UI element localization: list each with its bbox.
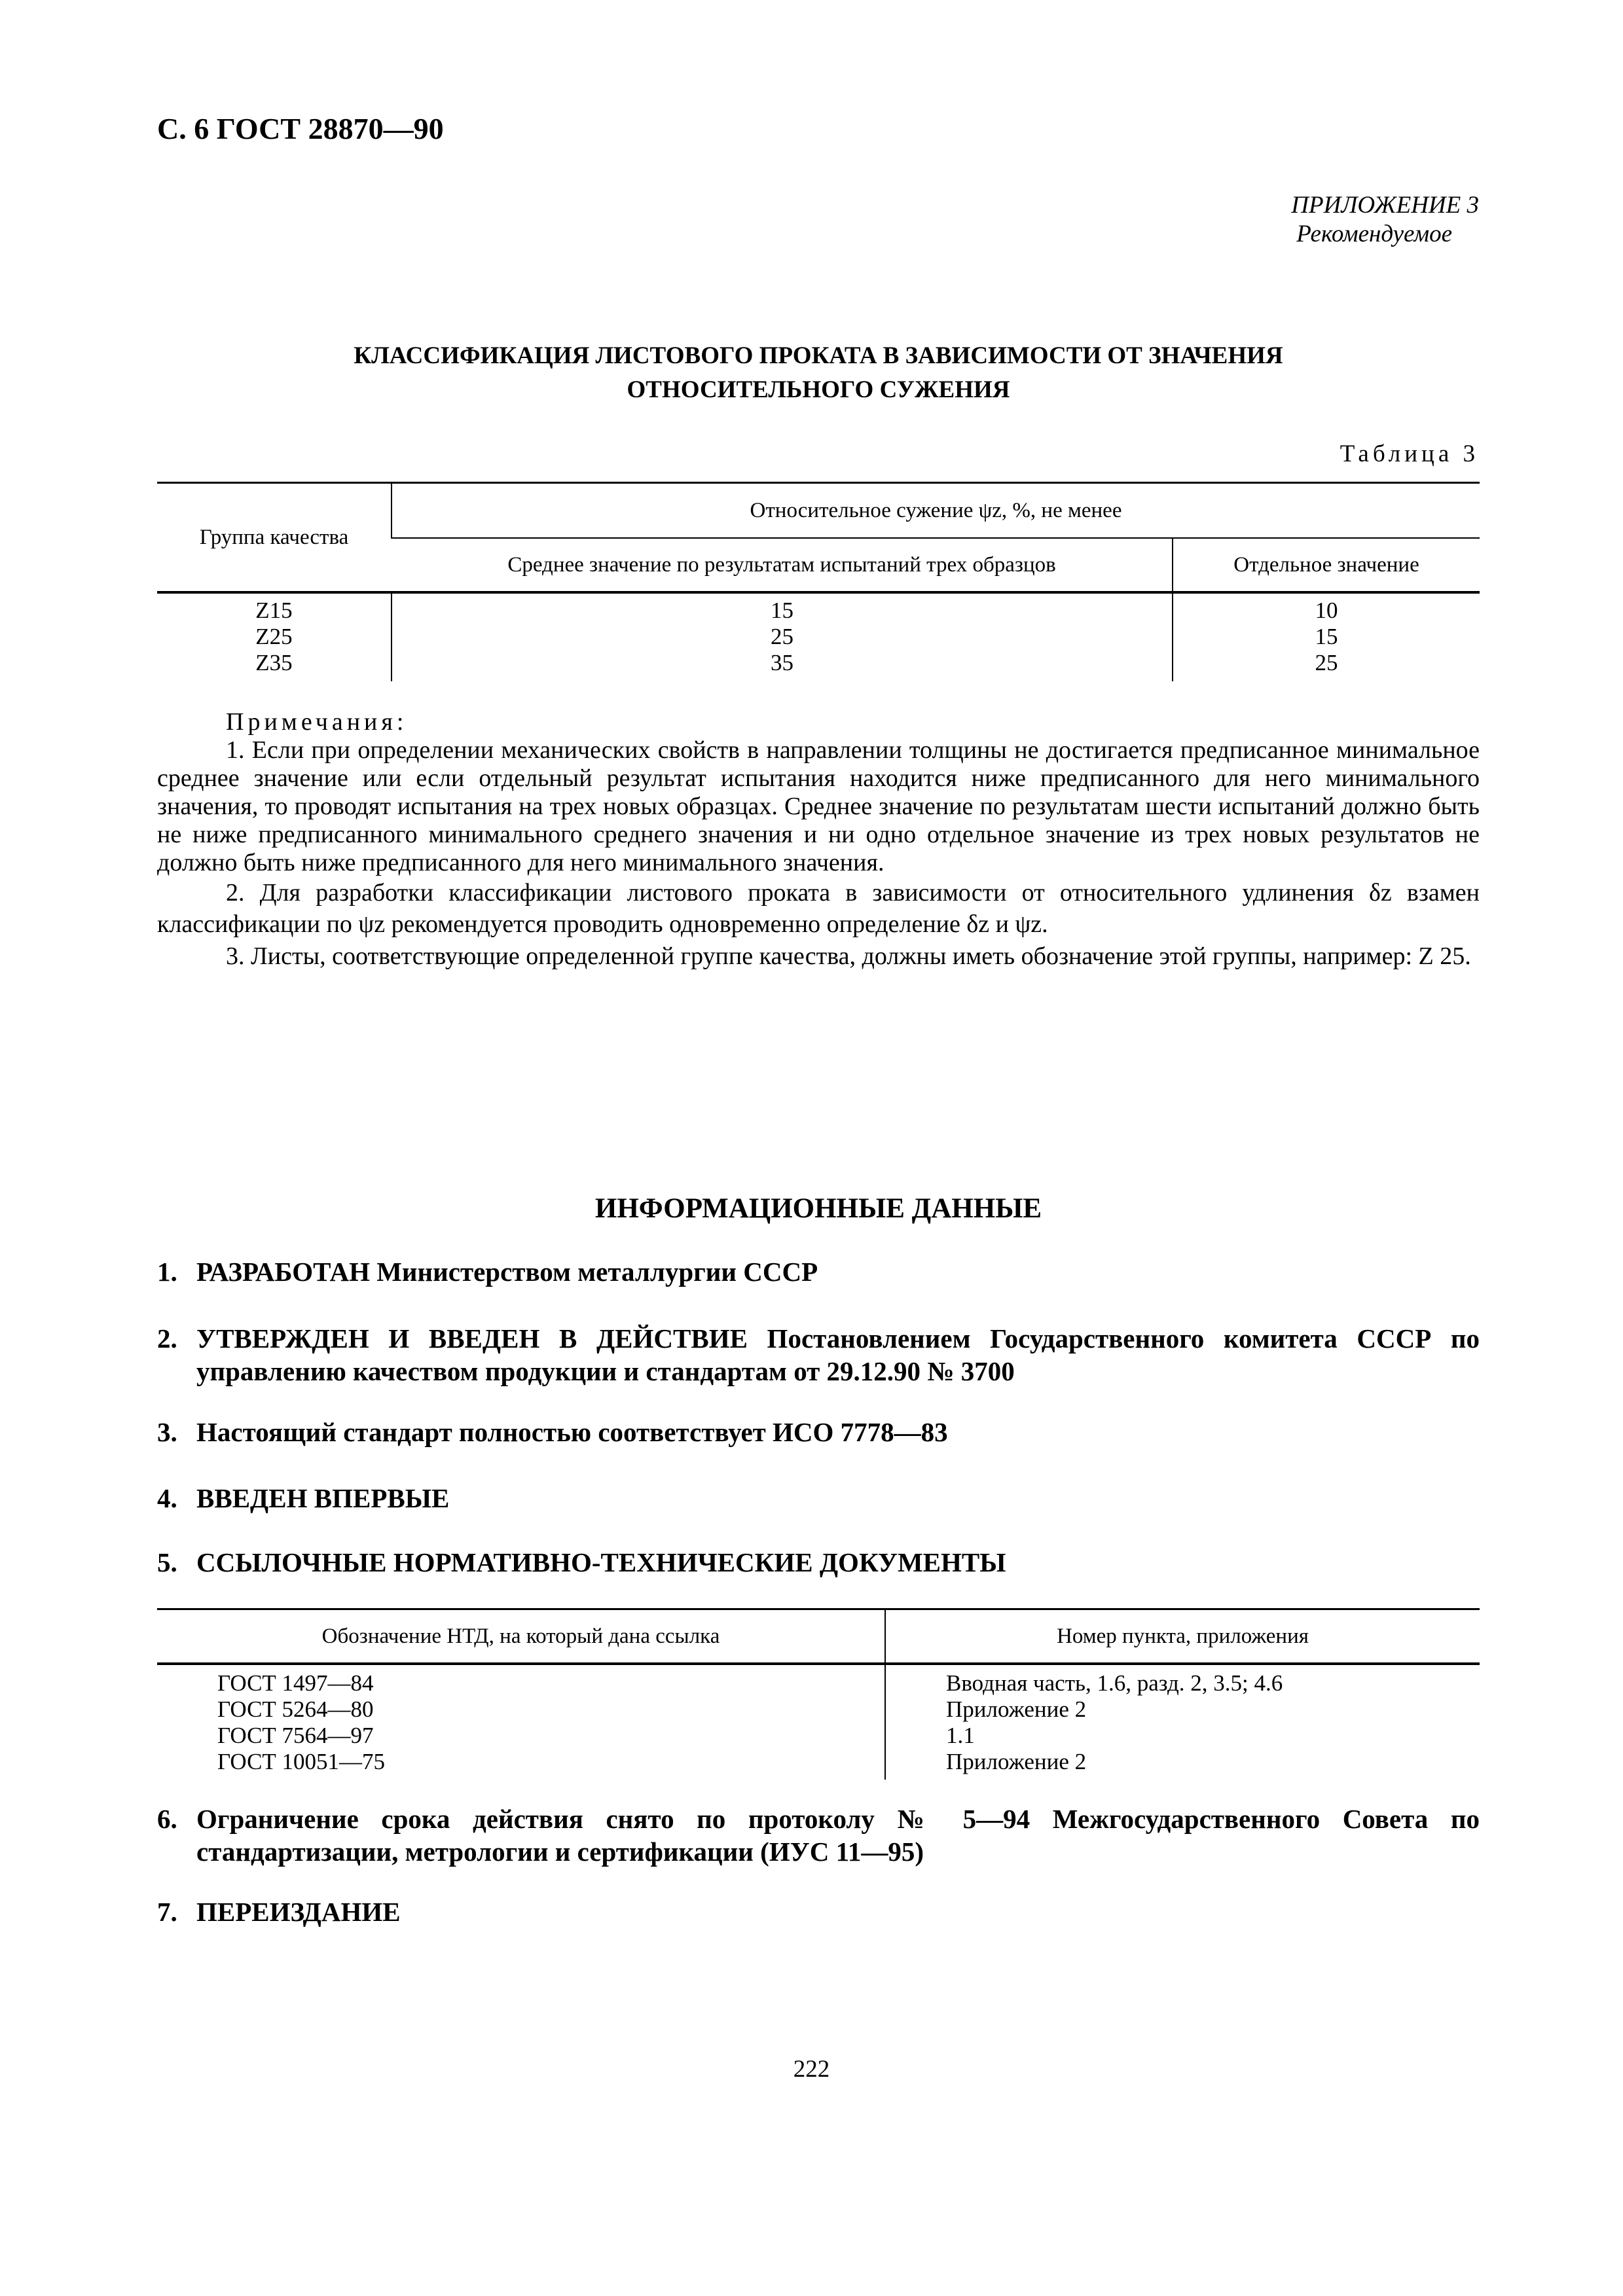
info-item-4 (157, 1482, 1480, 1515)
doc-1: ГОСТ 1497—84 (217, 1670, 374, 1696)
item-text: ПЕРЕИЗДАНИЕ (196, 1897, 401, 1927)
doc-3: ГОСТ 7564—97 (217, 1723, 374, 1748)
info-item-3 (157, 1416, 1480, 1448)
note-2: 2. Для разработки классификации листового проката в зависимости от относительного удлинения δz взамен классификации по ψz рекомендуется проводить одновременно определение δz и ψz. (157, 879, 1480, 938)
cell-group: Z25 (255, 624, 293, 649)
item-number: 3. (157, 1417, 177, 1447)
item-number: 1. (157, 1257, 177, 1287)
info-heading: ИНФОРМАЦИОННЫЕ ДАННЫЕ (594, 1193, 1042, 1224)
item-text: ССЫЛОЧНЫЕ НОРМАТИВНО-ТЕХНИЧЕСКИЕ ДОКУМЕНТЫ (196, 1547, 1006, 1577)
cell-ref (885, 1664, 1480, 1780)
table-label: Таблица 3 (1340, 440, 1479, 467)
table-row (157, 650, 1480, 681)
col-group-header: Группа качества (157, 483, 392, 593)
page-number: 222 (793, 2056, 830, 2083)
cell-group: Z35 (255, 650, 293, 675)
appendix-status: Рекомендуемое (1296, 221, 1453, 247)
ref-3: 1.1 (946, 1723, 975, 1748)
col-narrowing-header: Относительное сужение ψz, %, не менее (392, 483, 1480, 539)
notes (157, 708, 1480, 971)
item-text: Ограничение срока действия снято по протоколу № 5—94 Межгосударственного Совета по стандартизации, метрологии и сертификации (ИУС 11—95) (196, 1804, 1480, 1867)
info-item-5 (157, 1546, 1480, 1579)
info-item-7 (157, 1895, 1480, 1928)
item-text: Настоящий стандарт полностью соответствует ИСО 7778—83 (196, 1417, 948, 1447)
table-row (157, 624, 1480, 650)
item-text: УТВЕРЖДЕН И ВВЕДЕН В ДЕЙСТВИЕ Постановлением Государственного комитета СССР по управлению качеством продукции и стандартам от 29.12.90 № 3700 (196, 1323, 1480, 1386)
note-3: 3. Листы, соответствующие определенной группе качества, должны иметь обозначение этой группы, например: Z 25. (226, 942, 1471, 970)
item-number: 4. (157, 1483, 177, 1513)
doc-2: ГОСТ 5264—80 (217, 1696, 374, 1722)
references-table (157, 1608, 1480, 1780)
page-header: С. 6 ГОСТ 28870—90 (157, 112, 444, 145)
cell-single: 15 (1173, 624, 1480, 650)
item-number: 6. (157, 1804, 177, 1834)
col-single-header: Отдельное значение (1173, 538, 1480, 592)
item-number: 7. (157, 1897, 177, 1927)
item-text: ВВЕДЕН ВПЕРВЫЕ (196, 1483, 450, 1513)
item-text: РАЗРАБОТАН Министерством металлургии СССР (196, 1257, 818, 1287)
table-3 (157, 482, 1480, 681)
item-number: 2. (157, 1323, 177, 1354)
title-line-1: КЛАССИФИКАЦИЯ ЛИСТОВОГО ПРОКАТА В ЗАВИСИМОСТИ ОТ ЗНАЧЕНИЯ (354, 342, 1283, 369)
notes-heading: Примечания: (226, 708, 408, 736)
section-title (157, 339, 1480, 407)
col-doc-header: Обозначение НТД, на который дана ссылка (157, 1609, 885, 1664)
col-ref-header: Номер пункта, приложения (885, 1609, 1480, 1664)
appendix-label (1291, 191, 1479, 249)
cell-mean: 35 (392, 650, 1173, 681)
ref-4: Приложение 2 (946, 1749, 1087, 1774)
table-row (157, 1664, 1480, 1780)
info-item-6 (157, 1803, 1480, 1868)
cell-group: Z15 (255, 598, 293, 623)
info-item-1 (157, 1255, 1480, 1288)
appendix-number: ПРИЛОЖЕНИЕ 3 (1291, 192, 1479, 219)
cell-single: 25 (1173, 650, 1480, 681)
info-item-2 (157, 1322, 1480, 1388)
ref-2: Приложение 2 (946, 1696, 1087, 1722)
ref-1: Вводная часть, 1.6, разд. 2, 3.5; 4.6 (946, 1670, 1283, 1696)
cell-mean: 15 (392, 592, 1173, 624)
doc-4: ГОСТ 10051—75 (217, 1749, 386, 1774)
title-line-2: ОТНОСИТЕЛЬНОГО СУЖЕНИЯ (627, 376, 1010, 403)
cell-single: 10 (1173, 592, 1480, 624)
item-number: 5. (157, 1547, 177, 1577)
col-mean-header: Среднее значение по результатам испытаний трех образцов (507, 552, 1056, 577)
cell-mean: 25 (392, 624, 1173, 650)
note-1: 1. Если при определении механических свойств в направлении толщины не достигается предписанное минимальное среднее значение или если отдельный результат испытания находится ниже предписанного для него минимального значения, то проводят испытания на трех новых образцах. Среднее значение по результатам шести испытаний должно быть не ниже предписанного минимального среднего значения и ни одно отдельное значение из трех новых результатов не должно быть ниже предписанного для него минимального значения. (157, 736, 1480, 876)
table-row (157, 592, 1480, 624)
cell-doc (157, 1664, 885, 1780)
